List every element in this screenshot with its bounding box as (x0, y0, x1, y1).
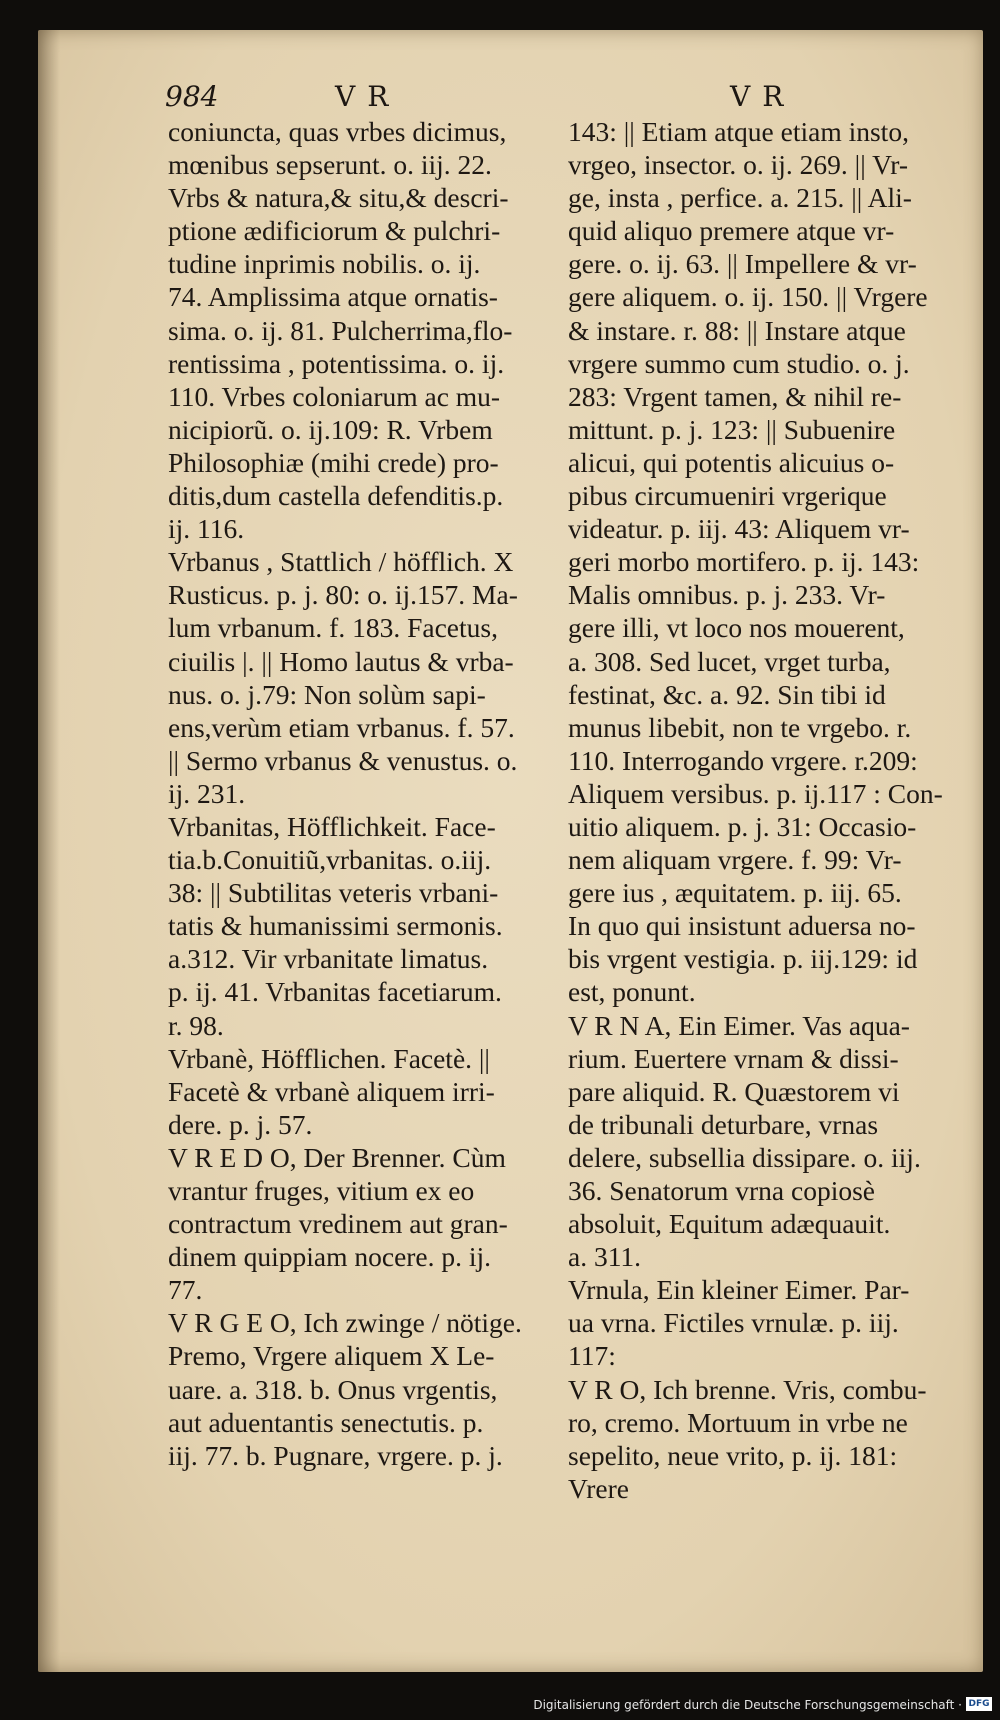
text-line: Facetè & vrbanè aliquem irri- (168, 1075, 495, 1107)
text-line: absoluit, Equitum adæquauit. (568, 1208, 891, 1240)
text-line: 36. Senatorum vrna copiosè (568, 1175, 876, 1206)
text-line: r. 98. (168, 1009, 224, 1041)
text-line: a. 308. Sed lucet, vrget turba, (568, 645, 891, 677)
text-line: nicipiorũ. o. ij.109: R. Vrbem (168, 413, 493, 445)
text-line: 77. (168, 1274, 203, 1306)
running-head-left: VR (335, 80, 401, 113)
text-line: 143: || Etiam atque etiam insto, (568, 116, 909, 147)
text-line: uitio aliquem. p. j. 31: Occasio- (568, 810, 917, 842)
text-line: 110. Interrogando vrgere. r.209: (568, 744, 918, 776)
text-line: 283: Vrgent tamen, & nihil re- (568, 380, 902, 412)
text-line: 110. Vrbes coloniarum ac mu- (168, 380, 501, 412)
text-line: bis vrgent vestigia. p. iij.129: id (568, 943, 918, 975)
text-line: V R O, Ich brenne. Vris, combu- (568, 1373, 927, 1405)
footer-credit: Digitalisierung gefördert durch die Deutsche Forschungsgemeinschaft · (533, 1698, 962, 1712)
text-line: Vrbanus , Stattlich / höfflich. X (168, 546, 514, 578)
text-line: vrgere summo cum studio. o. j. (568, 347, 910, 379)
text-line: uare. a. 318. b. Onus vrgentis, (168, 1373, 498, 1405)
text-line: Vrbanè, Höfflichen. Facetè. || (168, 1042, 490, 1074)
running-head (165, 80, 955, 116)
text-line: ro, cremo. Mortuum in vrbe ne (568, 1406, 908, 1438)
text-line: In quo qui insistunt aduersa no- (568, 910, 916, 942)
text-line: Vrbs & natura,& situ,& descri- (168, 182, 509, 214)
text-line: de tribunali deturbare, vrnas (568, 1108, 879, 1140)
text-line: geri morbo mortifero. p. ij. 143: (568, 546, 920, 578)
text-line: ditis,dum castella defenditis.p. (168, 480, 504, 512)
text-line: Rusticus. p. j. 80: o. ij.157. Ma- (168, 579, 518, 611)
text-line: pibus circumueniri vrgerique (568, 480, 887, 512)
text-line: lum vrbanum. f. 183. Facetus, (168, 612, 498, 644)
text-line: gere illi, vt loco nos mouerent, (568, 612, 905, 644)
text-line: sepelito, neue vrito, p. ij. 181: (568, 1439, 898, 1471)
text-line: nus. o. j.79: Non solùm sapi- (168, 678, 486, 710)
text-line: vrantur fruges, vitium ex eo (168, 1175, 475, 1206)
text-line: tia.b.Conuitiũ,vrbanitas. o.iij. (168, 844, 492, 876)
text-line: rentissima , potentissima. o. ij. (168, 347, 505, 379)
text-line: 38: || Subtilitas veteris vrbani- (168, 877, 499, 909)
text-line: munus libebit, non te vrgebo. r. (568, 711, 912, 743)
text-line: contractum vredinem aut gran- (168, 1208, 508, 1240)
text-line: Vrbanitas, Höfflichkeit. Face- (168, 810, 496, 842)
text-line: pare aliquid. R. Quæstorem vi (568, 1075, 900, 1107)
text-line: Philosophiæ (mihi crede) pro- (168, 446, 499, 478)
text-line: 74. Amplissima atque ornatis- (168, 281, 498, 313)
dfg-logo: DFG (966, 1697, 992, 1711)
text-line: ua vrna. Fictiles vrnulæ. p. iij. (568, 1307, 899, 1339)
text-line: vrgeo, insector. o. ij. 269. || Vr- (568, 149, 909, 181)
text-line: coniuncta, quas vrbes dicimus, (168, 116, 507, 147)
text-line: videatur. p. iij. 43: Aliquem vr- (568, 513, 910, 545)
text-line: gere ius , æquitatem. p. iij. 65. (568, 877, 902, 909)
text-line: aut aduentantis senectutis. p. (168, 1406, 484, 1438)
text-line: nem aliquam vrgere. f. 99: Vr- (568, 844, 902, 876)
text-line: dinem quippiam nocere. p. ij. (168, 1241, 492, 1273)
text-line: || Sermo vrbanus & venustus. o. (168, 744, 518, 776)
text-line: V R N A, Ein Eimer. Vas aqua- (568, 1009, 910, 1041)
text-line: sima. o. ij. 81. Pulcherrima,flo- (168, 314, 513, 346)
text-line: a.312. Vir vrbanitate limatus. (168, 943, 489, 975)
digitization-footer (0, 1692, 1000, 1720)
text-line: ij. 116. (168, 513, 245, 545)
text-line: gere aliquem. o. ij. 150. || Vrgere (568, 281, 928, 313)
text-line: tatis & humanissimi sermonis. (168, 910, 503, 942)
text-line: ciuilis |. || Homo lautus & vrba- (168, 645, 514, 677)
text-line: & instare. r. 88: || Instare atque (568, 314, 906, 346)
text-line: ge, insta , perfice. a. 215. || Ali- (568, 182, 912, 214)
text-line: quid aliquo premere atque vr- (568, 215, 895, 247)
text-line: Malis omnibus. p. j. 233. Vr- (568, 579, 886, 611)
text-line: ptione ædificiorum & pulchri- (168, 215, 501, 247)
text-line: rium. Euertere vrnam & dissi- (568, 1042, 899, 1074)
page-number: 984 (165, 80, 219, 113)
text-line: alicui, qui potentis alicuius o- (568, 446, 895, 478)
text-line: V R G E O, Ich zwinge / nötige. (168, 1307, 522, 1339)
text-line: delere, subsellia dissipare. o. iij. (568, 1141, 921, 1173)
right-text-column (568, 115, 968, 1505)
text-line: Premo, Vrgere aliquem X Le- (168, 1340, 495, 1372)
text-line: dere. p. j. 57. (168, 1108, 313, 1140)
text-line: p. ij. 41. Vrbanitas facetiarum. (168, 976, 502, 1008)
text-line: V R E D O, Der Brenner. Cùm (168, 1141, 506, 1173)
text-line: Aliquem versibus. p. ij.117 : Con- (568, 777, 943, 809)
text-line: est, ponunt. (568, 976, 696, 1008)
text-line: Vrere (568, 1472, 629, 1504)
page-gutter-shadow (38, 30, 60, 1672)
text-line: a. 311. (568, 1241, 642, 1273)
text-line: iij. 77. b. Pugnare, vrgere. p. j. (168, 1439, 503, 1471)
text-line: festinat, &c. a. 92. Sin tibi id (568, 678, 886, 710)
text-line: ens,verùm etiam vrbanus. f. 57. (168, 711, 515, 743)
text-line: mœnibus sepserunt. o. iij. 22. (168, 149, 492, 181)
text-line: gere. o. ij. 63. || Impellere & vr- (568, 248, 917, 280)
text-line: 117: (568, 1340, 616, 1372)
text-line: Vrnula, Ein kleiner Eimer. Par- (568, 1274, 910, 1306)
text-line: tudine inprimis nobilis. o. ij. (168, 248, 481, 280)
text-line: ij. 231. (168, 777, 246, 809)
running-head-right: VR (730, 80, 796, 113)
text-line: mittunt. p. j. 123: || Subuenire (568, 413, 896, 445)
left-text-column (168, 115, 568, 1472)
